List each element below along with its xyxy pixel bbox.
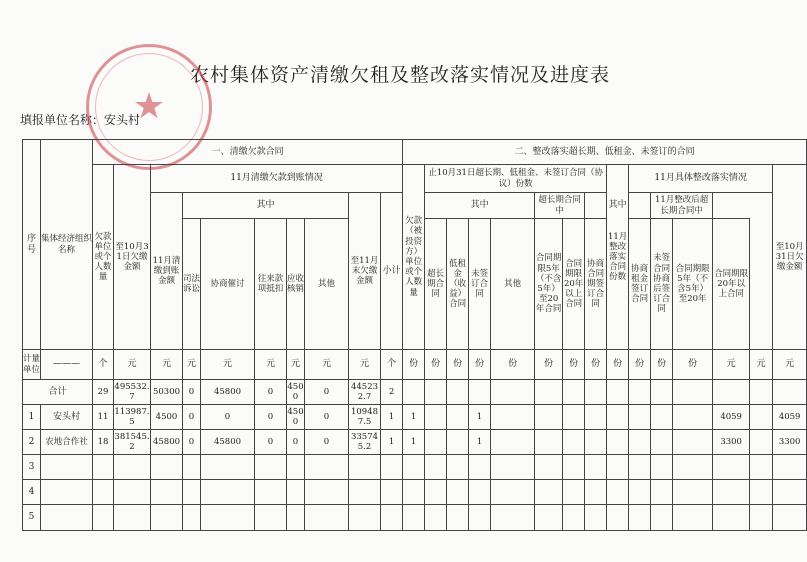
table-row [23, 430, 807, 455]
header-nov-long-group: 11月整改后超长期合同中 [651, 193, 713, 219]
unit-yuan: 元 [305, 350, 349, 380]
cell-contract-count: 1 [381, 405, 403, 430]
progress-table [22, 139, 807, 531]
unit-yuan: 元 [114, 350, 151, 380]
header-unsigned-neg: 未签合同协商后签订合同 [651, 219, 673, 350]
cell-oct: 495532.7 [114, 380, 151, 405]
cell-seq: 1 [23, 405, 41, 430]
cell-other: 0 [305, 405, 349, 430]
cell-unpaid: 335745.2 [349, 430, 381, 455]
cell-unpaid-2: 3300 [773, 430, 807, 455]
cell-unpaid-2: 4059 [773, 405, 807, 430]
unit-yuan: 元 [151, 350, 183, 380]
table-row [23, 405, 807, 430]
header-arrears-oct: 至10月31日欠缴金额 [114, 165, 151, 350]
header-qizhong-2: 其中 [425, 193, 535, 219]
cell-offset: 0 [255, 430, 287, 455]
cell-writeoff: 0 [287, 430, 305, 455]
header-nov-group: 11月具体整改落实情况 [629, 165, 773, 193]
header-offset: 往来款项抵扣 [255, 219, 287, 350]
unit-yuan: 元 [713, 350, 750, 380]
header-section-2: 二、整改落实超长期、低租金、未签订的合同 [403, 140, 807, 165]
unit-yuan: 元 [750, 350, 773, 380]
header-qizhong: 其中 [183, 193, 349, 219]
cell-unsigned: 1 [469, 430, 491, 455]
cell-seq: 4 [23, 480, 41, 505]
header-seq: 序号 [23, 140, 41, 350]
cell-legal: 0 [183, 430, 201, 455]
header-20up: 合同期限20年以上合同 [563, 219, 585, 350]
total-label: 合计 [23, 380, 93, 405]
cell-legal: 0 [183, 405, 201, 430]
unit-fen: 份 [469, 350, 491, 380]
unit-yuan: 元 [183, 350, 201, 380]
header-arrears-oct-2: 至10月31日欠缴金额 [773, 165, 807, 350]
header-unsigned: 未签订合同 [469, 219, 491, 350]
header-low-rent: 低租金（收益）合同 [447, 219, 469, 350]
cell-count: 29 [93, 380, 114, 405]
header-neg-term: 协商合同期签订合同 [585, 219, 607, 350]
header-contract-count: 欠款（被投资方）单位或个人数量 [403, 165, 425, 350]
unit-fen: 份 [607, 350, 629, 380]
cell-count: 11 [93, 405, 114, 430]
cell-contract-count: 2 [381, 380, 403, 405]
cell-other: 0 [305, 380, 349, 405]
cell-unpaid: 109487.5 [349, 405, 381, 430]
cell-legal: 0 [183, 380, 201, 405]
cell-negotiate: 45800 [201, 380, 255, 405]
unit-yuan: 元 [287, 350, 305, 380]
unit-row-dash: ——— [41, 350, 93, 380]
cell-recv: 50300 [151, 380, 183, 405]
unit-fen: 份 [673, 350, 713, 380]
header-5to20: 合同期限5年（不含5年）至20年合同 [535, 219, 563, 350]
cell-count: 18 [93, 430, 114, 455]
unit-ge: 个 [381, 350, 403, 380]
seal-star-icon: ★ [132, 86, 166, 127]
cell-offset: 0 [255, 380, 287, 405]
cell-oct-2: 3300 [713, 430, 750, 455]
cell-negotiate: 45800 [201, 430, 255, 455]
header-nov-unpaid: 至11月末欠缴金额 [349, 193, 381, 350]
cell-other: 0 [305, 430, 349, 455]
header-20upb: 合同期限20年以上合同 [713, 219, 750, 350]
header-nov-recv: 11月清缴到账金额 [151, 193, 183, 350]
header-5to20b: 合同期限5年（不含5年）至20年 [673, 219, 713, 350]
cell-recv: 4500 [151, 405, 183, 430]
unit-row [23, 350, 807, 380]
cell-seq: 2 [23, 430, 41, 455]
reporting-unit-label: 填报单位名称：安头村 [20, 113, 141, 127]
unit-ge: 个 [93, 350, 114, 380]
header-neg-rent: 协商租金签订合同 [629, 219, 651, 350]
unit-fen: 份 [403, 350, 425, 380]
unit-yuan: 元 [773, 350, 807, 380]
header-qizhong-3: 其中 [585, 193, 651, 219]
header-oct-contracts: 止10月31日超长期、低租金、未签订合同（协议）份数 [425, 165, 607, 193]
header-nov-rectify: 11月整改落实合同份数 [607, 165, 629, 350]
header-subtotal: 小计 [381, 193, 403, 350]
unit-fen: 份 [447, 350, 469, 380]
cell-seq: 5 [23, 505, 41, 531]
cell-unsigned: 1 [469, 405, 491, 430]
header-writeoff: 应收核销 [287, 219, 305, 350]
unit-fen: 份 [563, 350, 585, 380]
header-legal: 司法诉讼 [183, 219, 201, 350]
unit-fen: 份 [585, 350, 607, 380]
cell-unpaid: 445232.7 [349, 380, 381, 405]
cell-org: 农地合作社 [41, 430, 93, 455]
unit-row-label: 计量单位 [23, 350, 41, 380]
cell-negotiate: 0 [201, 405, 255, 430]
cell-contract-count: 1 [381, 430, 403, 455]
unit-fen: 份 [425, 350, 447, 380]
cell-oct: 381545.2 [114, 430, 151, 455]
unit-yuan: 元 [349, 350, 381, 380]
cell-writeoff: 4500 [287, 380, 305, 405]
cell-org: 安头村 [41, 405, 93, 430]
header-org: 集体经济组织名称 [41, 140, 93, 350]
header-section-1: 一、清缴欠款合同 [93, 140, 403, 165]
table-row-empty [23, 480, 807, 505]
cell-seq: 3 [23, 455, 41, 480]
header-other-2: 其他 [491, 219, 535, 350]
total-row [23, 380, 807, 405]
page-title: 农村集体资产清缴欠租及整改落实情况及进度表 [189, 64, 610, 86]
unit-fen: 份 [651, 350, 673, 380]
cell-offset: 0 [255, 405, 287, 430]
header-long-contract: 超长期合同中 [535, 193, 585, 219]
cell-subtotal: 1 [403, 430, 425, 455]
header-arrears-count: 欠款单位或个人数量 [93, 165, 114, 350]
unit-yuan: 元 [201, 350, 255, 380]
cell-recv: 45800 [151, 430, 183, 455]
header-negotiate: 协商催讨 [201, 219, 255, 350]
cell-oct-2: 4059 [713, 405, 750, 430]
table-row-empty [23, 505, 807, 531]
unit-yuan: 元 [255, 350, 287, 380]
header-nov-recv-group: 11月清缴欠款到账情况 [151, 165, 403, 193]
header-other: 其他 [305, 219, 349, 350]
cell-subtotal: 1 [403, 405, 425, 430]
cell-oct: 113987.5 [114, 405, 151, 430]
cell-writeoff: 4500 [287, 405, 305, 430]
unit-fen: 份 [629, 350, 651, 380]
unit-fen: 份 [491, 350, 535, 380]
unit-fen: 份 [535, 350, 563, 380]
table-row-empty [23, 455, 807, 480]
header-over-long: 超长期合同 [425, 219, 447, 350]
